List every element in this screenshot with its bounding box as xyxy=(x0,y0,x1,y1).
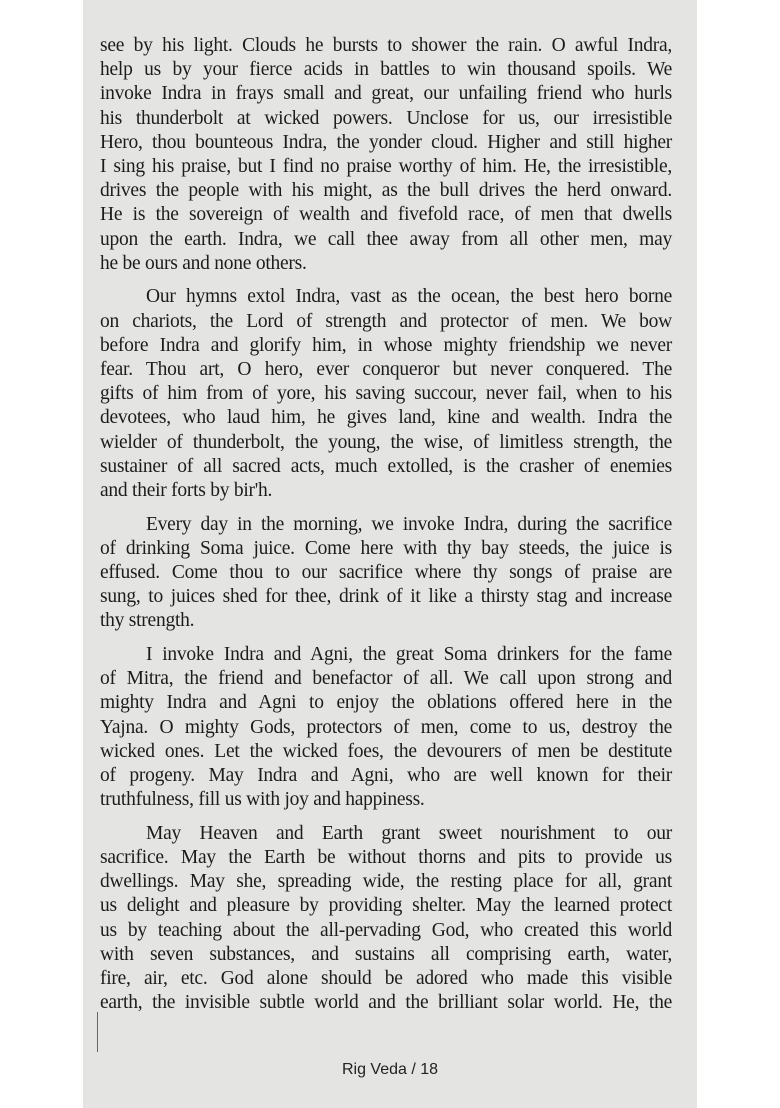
text-line: and their forts by bir'h. xyxy=(100,479,273,501)
text-line: before Indra and glorify him, in whose mighty friendship we never xyxy=(100,334,672,356)
text-line: see by his light. Clouds he bursts to shower the rain. O awful Indra, xyxy=(100,35,672,56)
text-line: Hero, thou bounteous Indra, the yonder cloud. Higher and still higher xyxy=(100,131,672,153)
text-line: devotees, who laud him, he gives land, kine and wealth. Indra the xyxy=(100,407,672,429)
text-line: of progeny. May Indra and Agni, who are well known for their xyxy=(100,764,672,786)
page-footer: Rig Veda / 18 xyxy=(341,1061,439,1078)
text-line: of drinking Soma juice. Come here with thy bay steeds, the juice is xyxy=(100,537,672,559)
text-line: Every day in the morning, we invoke Indra, during the sacrifice xyxy=(146,513,672,535)
text-line: sung, to juices shed for thee, drink of it like a thirsty stag and increase xyxy=(100,586,672,608)
text-line: on chariots, the Lord of strength and protector of men. We bow xyxy=(100,310,672,332)
margin-mark xyxy=(97,1012,98,1052)
text-line: drives the people with his might, as the bull drives the herd onward. xyxy=(100,180,672,202)
text-line: effused. Come thou to our sacrifice where thy songs of praise are xyxy=(100,561,672,583)
paragraph xyxy=(100,285,672,503)
text-line: invoke Indra in frays small and great, our unfailing friend who hurls xyxy=(100,83,672,105)
text-line: He is the sovereign of wealth and fivefold race, of men that dwells xyxy=(100,204,672,226)
paragraph xyxy=(100,513,672,634)
text-line: he be ours and none others. xyxy=(100,252,307,274)
text-line: fire, air, etc. God alone should be adored who made this visible xyxy=(100,967,672,989)
text-line: mighty Indra and Agni to enjoy the oblations offered here in the xyxy=(100,692,672,714)
text-line: fear. Thou art, O hero, ever conqueror but never conquered. The xyxy=(100,358,672,380)
text-line: us delight and pleasure by providing shelter. May the learned protect xyxy=(100,895,672,917)
text-line: sustainer of all sacred acts, much extolled, is the crasher of enemies xyxy=(100,455,672,477)
text-line: truthfulness, fill us with joy and happiness. xyxy=(100,789,425,811)
text-line: upon the earth. Indra, we call thee away from all other men, may xyxy=(100,228,672,250)
text-line: I sing his praise, but I find no praise worthy of him. He, the irresistible, xyxy=(100,155,672,177)
text-line: of Mitra, the friend and benefactor of all. We call upon strong and xyxy=(100,668,672,690)
text-line: thy strength. xyxy=(100,610,195,632)
text-line: his thunderbolt at wicked powers. Unclose for us, our irresistible xyxy=(100,107,672,129)
text-line: Yajna. O mighty Gods, protectors of men, come to us, destroy the xyxy=(100,716,672,738)
paragraph xyxy=(100,643,672,812)
text-line: earth, the invisible subtle world and the brilliant solar world. He, the xyxy=(100,992,672,1014)
text-line: wielder of thunderbolt, the young, the wise, of limitless strength, the xyxy=(100,431,672,453)
paragraph xyxy=(100,34,672,276)
text-line: wicked ones. Let the wicked foes, the devourers of men be destitute xyxy=(100,740,672,762)
text-line: gifts of him from of yore, his saving succour, never fail, when to his xyxy=(100,383,672,405)
text-line: I invoke Indra and Agni, the great Soma drinkers for the fame xyxy=(146,644,672,665)
paragraph xyxy=(100,822,672,1016)
book-page xyxy=(83,0,697,1108)
body-text xyxy=(100,34,672,1015)
text-line: May Heaven and Earth grant sweet nourishment to our xyxy=(146,822,672,844)
text-line: us by teaching about the all-pervading God, who created this world xyxy=(100,919,672,941)
text-line: with seven substances, and sustains all comprising earth, water, xyxy=(100,943,672,965)
text-line: sacrifice. May the Earth be without thorns and pits to provide us xyxy=(100,847,672,868)
text-line: help us by your fierce acids in battles to win thousand spoils. We xyxy=(100,59,672,81)
text-line: dwellings. May she, spreading wide, the resting place for all, grant xyxy=(100,871,672,893)
text-line: Our hymns extol Indra, vast as the ocean, the best hero borne xyxy=(146,286,672,308)
